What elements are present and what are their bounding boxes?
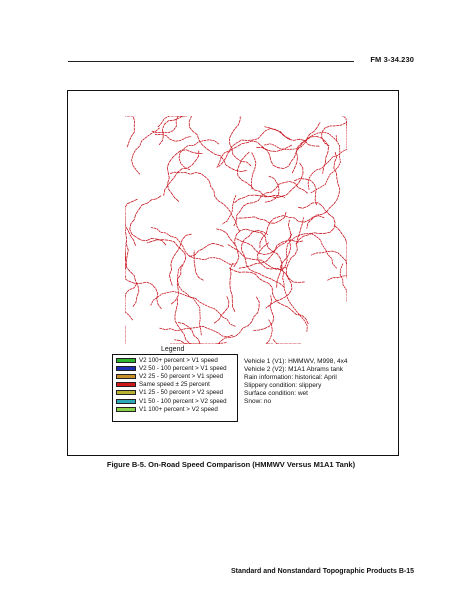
road-segment: [179, 140, 219, 170]
legend-swatch: [116, 382, 136, 387]
road-segment: [277, 220, 291, 287]
legend-label: V1 25 - 50 percent > V2 speed: [139, 389, 224, 397]
legend-item: [116, 405, 234, 413]
legend-swatch: [116, 407, 136, 412]
legend-title: Legend: [161, 346, 185, 353]
road-segment: [322, 122, 347, 146]
legend-label: Same speed ± 25 percent: [139, 381, 210, 389]
header-rule: [68, 61, 354, 62]
road-segment: [160, 326, 233, 337]
legend-item: [116, 364, 234, 372]
road-segment: [237, 239, 303, 255]
legend-swatch: [116, 358, 136, 363]
road-segment: [189, 116, 246, 171]
road-segment: [175, 299, 202, 344]
road-segment: [147, 240, 186, 304]
road-segment: [217, 229, 239, 267]
legend-item: [116, 397, 234, 405]
road-segment: [158, 116, 186, 145]
figure-frame: [67, 90, 399, 456]
legend: [112, 354, 238, 422]
road-segment: [155, 134, 191, 141]
road-network-graphic: [125, 116, 347, 344]
legend-item: [116, 372, 234, 380]
page-footer: Standard and Nonstandard Topographic Products B-15: [230, 568, 414, 575]
info-vehicle-2: Vehicle 2 (V2): M1A1 Abrams tank: [244, 366, 343, 373]
road-segment: [260, 216, 324, 248]
legend-label: V2 50 - 100 percent > V1 speed: [139, 364, 227, 372]
road-segment: [340, 264, 347, 302]
road-segment: [234, 182, 308, 226]
legend-label: V2 100+ percent > V1 speed: [139, 356, 218, 364]
road-segment: [281, 268, 307, 332]
road-segment: [273, 340, 301, 344]
road-segment: [252, 153, 256, 190]
road-segment: [292, 136, 328, 173]
legend-label: V1 50 - 100 percent > V2 speed: [139, 397, 227, 405]
legend-swatch: [116, 366, 136, 371]
info-rain: Rain information: historical: April: [244, 374, 337, 381]
road-network-map: [125, 116, 347, 344]
road-segment: [335, 226, 347, 278]
road-segment: [169, 172, 239, 231]
legend-item: [116, 381, 234, 389]
info-surface: Surface condition: wet: [244, 390, 308, 397]
info-slippery: Slippery condition: slippery: [244, 382, 322, 389]
road-segment: [125, 199, 137, 269]
road-segment: [125, 283, 137, 320]
road-segment: [237, 152, 284, 197]
road-segment: [125, 116, 135, 147]
info-snow: Snow: no: [244, 398, 272, 405]
legend-label: V1 100+ percent > V2 speed: [139, 405, 218, 413]
document-id: FM 3-34.230: [370, 55, 414, 64]
road-segment: [307, 152, 340, 228]
figure-caption: Figure B-5. On-Road Speed Comparison (HMMWV Versus M1A1 Tank): [106, 460, 356, 469]
road-segment: [229, 268, 308, 324]
road-segment: [194, 251, 203, 280]
road-segment: [132, 128, 160, 174]
road-segment: [254, 296, 274, 331]
road-segment: [265, 132, 337, 149]
legend-swatch: [116, 374, 136, 379]
road-segment: [216, 297, 259, 344]
road-segment: [130, 196, 166, 246]
legend-item: [116, 389, 234, 397]
road-segment: [167, 150, 202, 202]
road-segment: [265, 176, 279, 202]
road-segment: [175, 323, 202, 345]
info-vehicle-1: Vehicle 1 (V1): HMMWV, M998, 4x4: [244, 358, 348, 365]
legend-swatch: [116, 390, 136, 395]
legend-item: [116, 356, 234, 364]
road-segment: [238, 212, 286, 223]
vehicle-info: [244, 358, 347, 406]
legend-label: V2 25 - 50 percent > V1 speed: [139, 372, 224, 380]
legend-swatch: [116, 399, 136, 404]
road-segment: [169, 234, 191, 285]
